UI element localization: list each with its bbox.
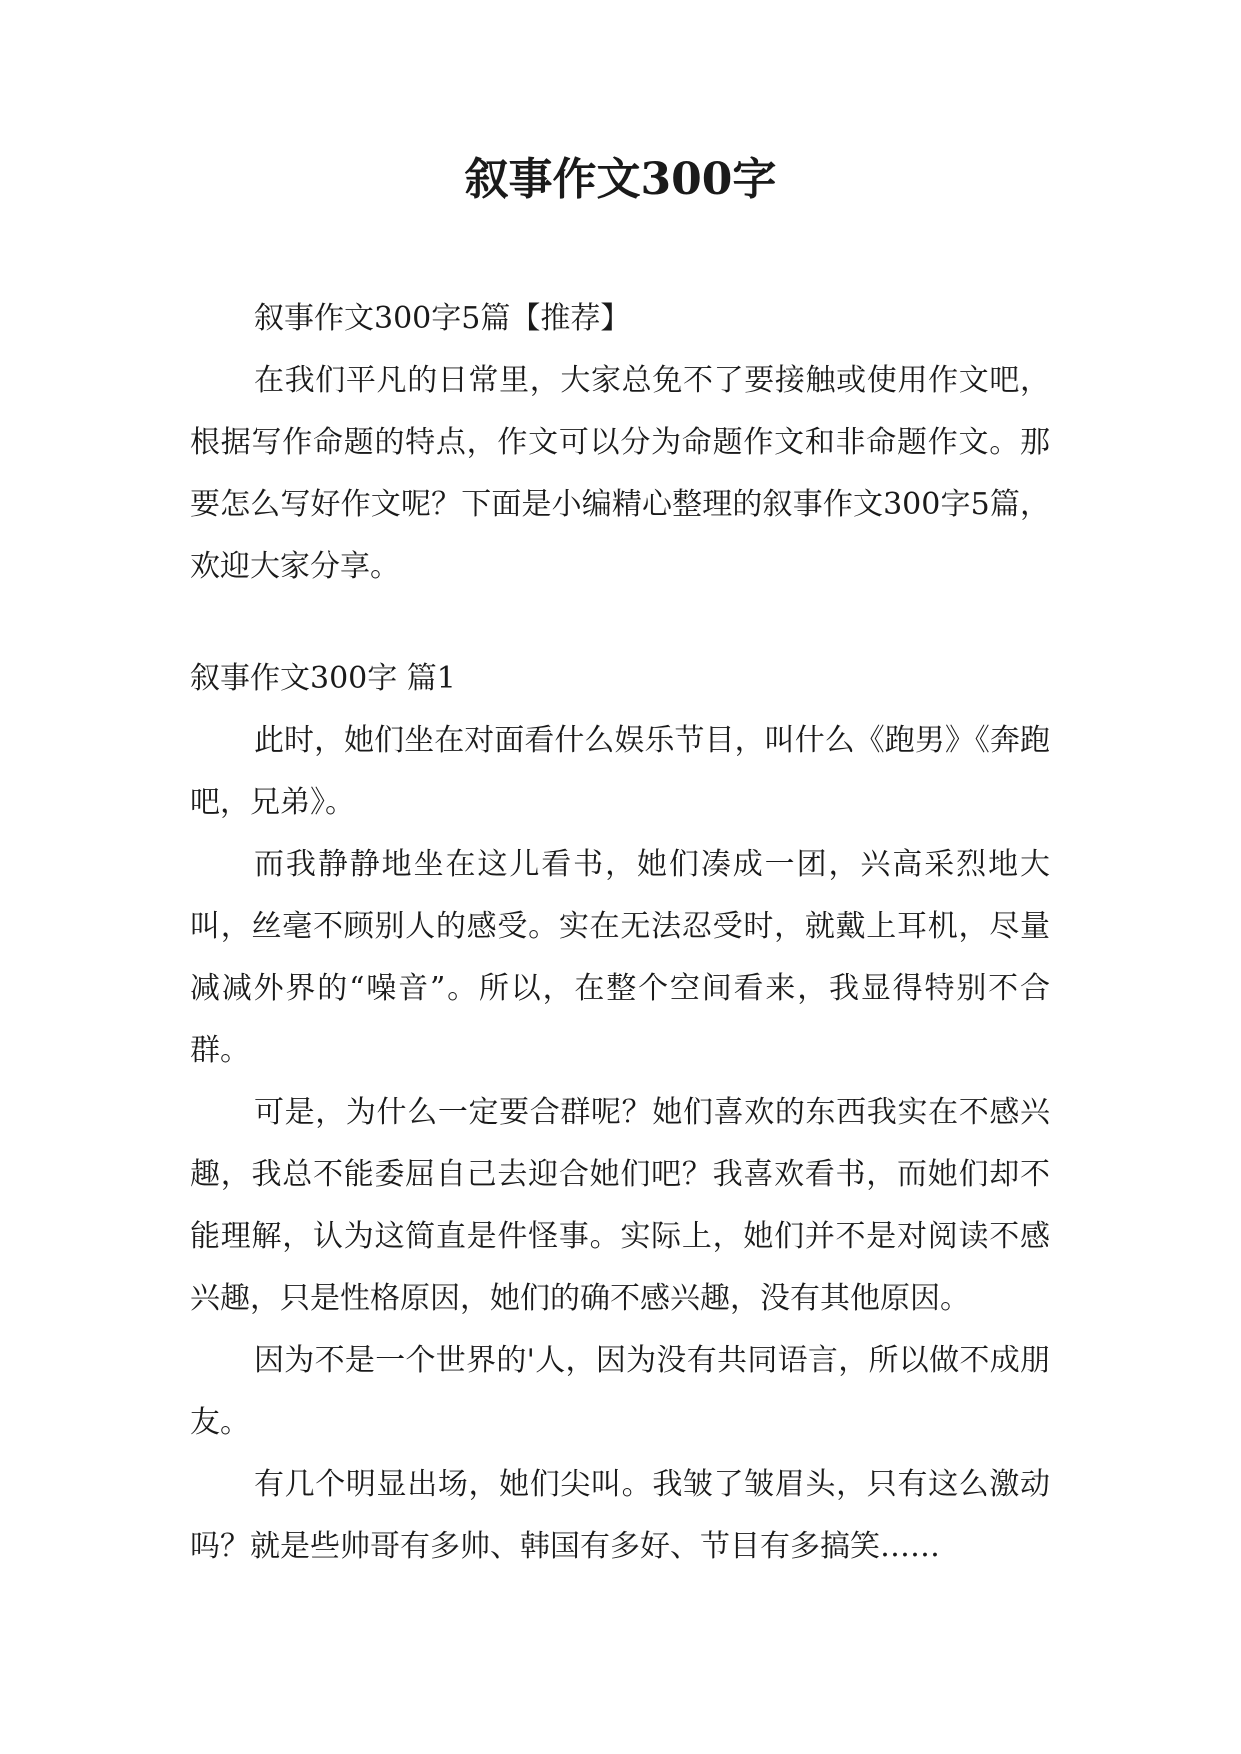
section-heading: 叙事作文300字 篇1 [190,661,456,696]
body-paragraph: 而我静静地坐在这儿看书，她们凑成一团，兴高采烈地大叫，丝毫不顾别人的感受。实在无法忍受时，就戴上耳机，尽量减减外界的“噪音”。所以，在整个空间看来，我显得特别不合群。 [190,847,1050,1068]
document-title: 叙事作文300字 [464,154,777,205]
document-body [190,288,1050,1578]
body-paragraph: 有几个明显出场，她们尖叫。我皱了皱眉头，只有这么激动吗？就是些帅哥有多帅、韩国有多好、节目有多搞笑…… [190,1467,1050,1564]
body-paragraph: 可是，为什么一定要合群呢？她们喜欢的东西我实在不感兴趣，我总不能委屈自己去迎合她们吧？我喜欢看书，而她们却不能理解，认为这简直是件怪事。实际上，她们并不是对阅读不感兴趣，只是性格原因，她们的确不感兴趣，没有其他原因。 [190,1095,1050,1316]
intro-subtitle: 叙事作文300字5篇【推荐】 [254,301,631,336]
section-spacer [190,598,1050,648]
body-paragraph: 因为不是一个世界的'人，因为没有共同语言，所以做不成朋友。 [190,1343,1050,1440]
body-paragraph: 此时，她们坐在对面看什么娱乐节目，叫什么《跑男》《奔跑吧，兄弟》。 [190,723,1050,820]
intro-paragraph: 在我们平凡的日常里，大家总免不了要接触或使用作文吧，根据写作命题的特点，作文可以分为命题作文和非命题作文。那要怎么写好作文呢？下面是小编精心整理的叙事作文300字5篇，欢迎大家分享。 [190,363,1050,584]
